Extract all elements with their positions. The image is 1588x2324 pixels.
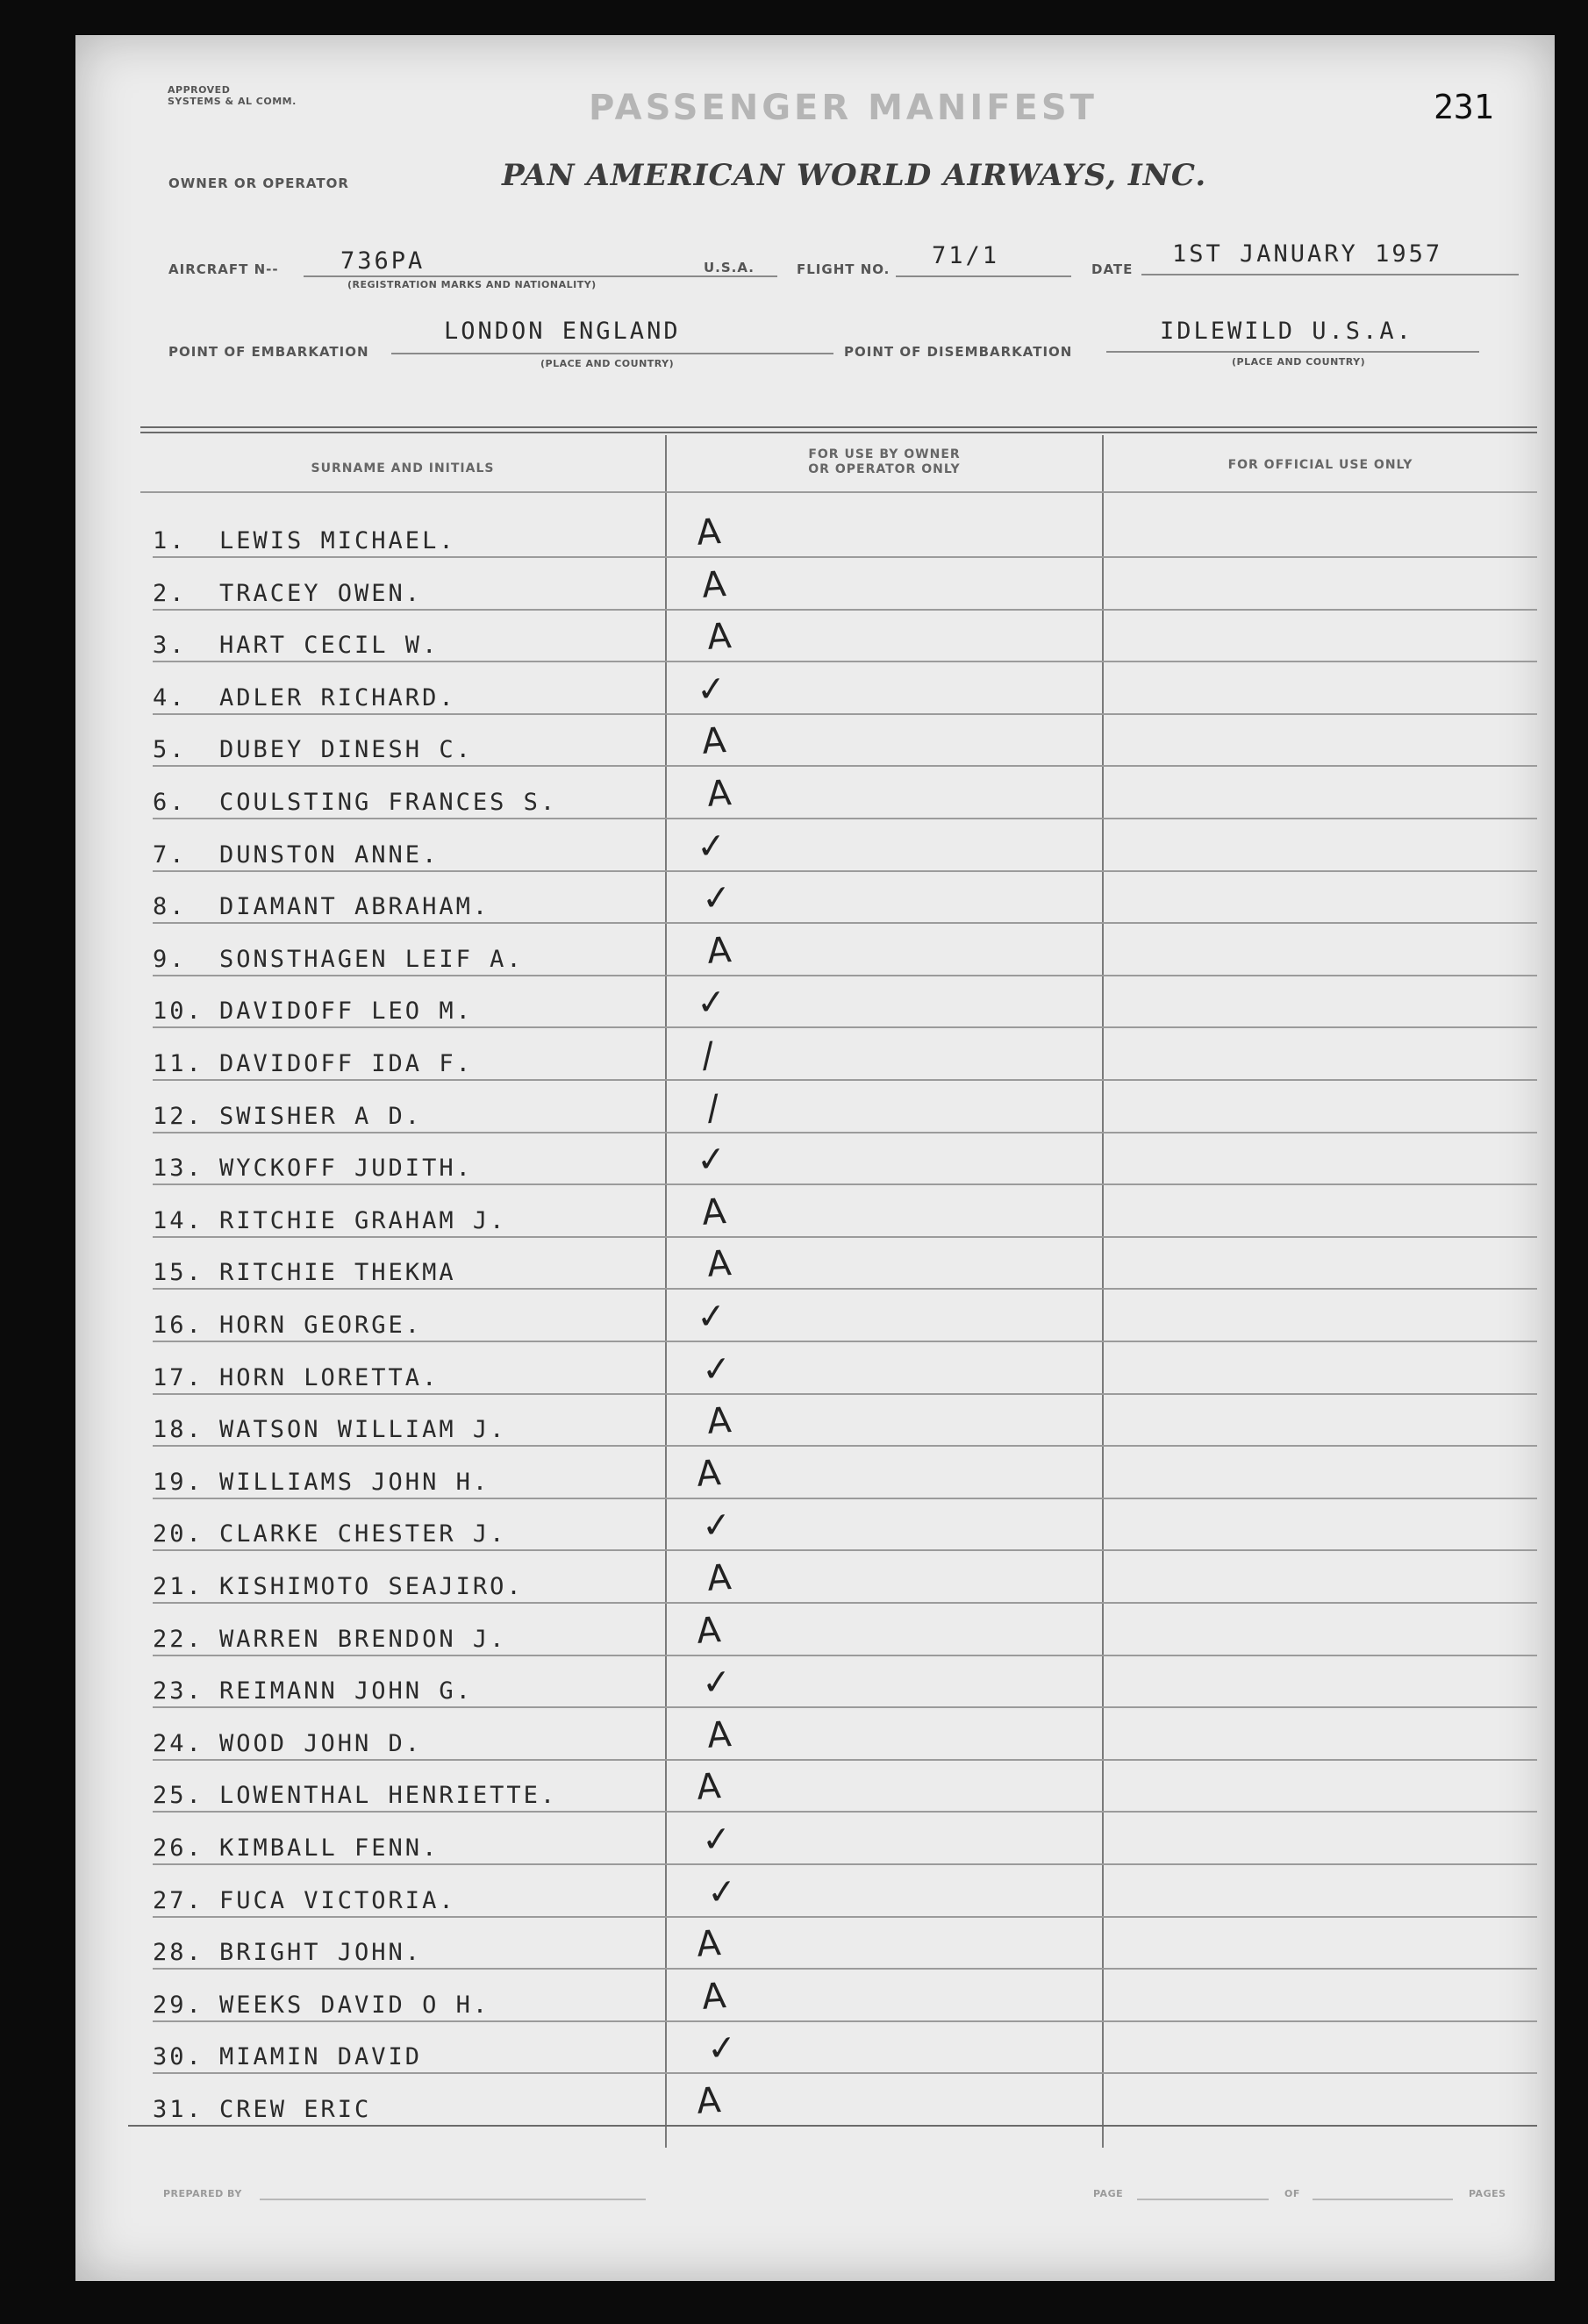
passenger-name: REIMANN JOHN G. — [219, 1677, 473, 1705]
passenger-row — [153, 1398, 1556, 1450]
row-rule — [153, 1445, 1537, 1447]
check-mark: ✓ — [700, 877, 733, 920]
passenger-number: 25. — [153, 1782, 204, 1810]
row-rule — [153, 1498, 1537, 1499]
passenger-name: SWISHER A D. — [219, 1102, 423, 1130]
passenger-entry — [153, 1887, 456, 1914]
row-rule — [153, 1655, 1537, 1656]
passenger-number: 11. — [153, 1050, 204, 1077]
passenger-row — [153, 1084, 1556, 1137]
check-mark: A — [705, 773, 733, 815]
passenger-number: 5. — [153, 736, 187, 764]
passenger-number: 28. — [153, 1939, 204, 1967]
passenger-name: WYCKOFF JUDITH. — [219, 1155, 473, 1183]
check-mark: A — [700, 720, 727, 763]
passenger-entry — [153, 789, 557, 816]
passenger-name: DAVIDOFF LEO M. — [219, 998, 473, 1026]
passenger-entry — [153, 1416, 506, 1443]
passenger-entry — [153, 1939, 422, 1966]
check-mark: A — [695, 1766, 722, 1809]
page-label: PAGE — [1093, 2188, 1124, 2199]
passenger-number: 21. — [153, 1573, 204, 1600]
passenger-number: 13. — [153, 1155, 204, 1183]
passenger-number: 3. — [153, 632, 187, 660]
row-rule — [153, 1968, 1537, 1970]
check-mark: A — [695, 1452, 722, 1495]
passenger-row — [153, 561, 1556, 614]
row-rule — [153, 1079, 1537, 1081]
passenger-row — [153, 509, 1556, 561]
check-mark: A — [700, 1975, 727, 2018]
passenger-entry — [153, 1155, 473, 1182]
passenger-name: TRACEY OWEN. — [219, 579, 423, 607]
passenger-entry — [153, 1730, 422, 1757]
table-top-rule-2 — [140, 432, 1537, 433]
passenger-entry — [153, 580, 422, 607]
passenger-row — [153, 2025, 1556, 2077]
passenger-name: FUCA VICTORIA. — [219, 1886, 456, 1914]
check-mark: A — [695, 511, 722, 554]
passenger-entry — [153, 1991, 490, 2019]
check-mark: ✓ — [695, 825, 728, 868]
passenger-number: 1. — [153, 527, 187, 554]
row-rule — [153, 818, 1537, 819]
row-rule — [153, 1026, 1537, 1028]
passenger-row — [153, 1346, 1556, 1398]
row-rule — [153, 922, 1537, 924]
row-rule — [153, 1706, 1537, 1708]
check-mark: ✓ — [700, 1348, 733, 1391]
passenger-name: CLARKE CHESTER J. — [219, 1520, 507, 1548]
passenger-entry — [153, 2096, 371, 2123]
page-line — [1137, 2199, 1269, 2200]
passenger-row — [153, 1293, 1556, 1346]
passenger-row — [153, 1032, 1556, 1084]
passenger-name: DUBEY DINESH C. — [219, 736, 473, 764]
passenger-entry — [153, 527, 456, 554]
passenger-number: 22. — [153, 1625, 204, 1653]
row-rule — [153, 661, 1537, 662]
passenger-number: 2. — [153, 579, 187, 607]
passenger-name: KISHIMOTO SEAJIRO. — [219, 1573, 524, 1600]
passenger-row — [153, 927, 1556, 980]
passenger-row — [153, 666, 1556, 719]
disembarkation-underline — [1106, 351, 1479, 353]
passenger-number: 14. — [153, 1206, 204, 1234]
passenger-entry — [153, 1834, 439, 1862]
passenger-row — [153, 1136, 1556, 1189]
passenger-row — [153, 1607, 1556, 1660]
passenger-row — [153, 1869, 1556, 1921]
passenger-name: MIAMIN DAVID — [219, 2043, 423, 2071]
passenger-name: COULSTING FRANCES S. — [219, 789, 558, 816]
passenger-row — [153, 1920, 1556, 1973]
owner-label: OWNER OR OPERATOR — [168, 175, 349, 191]
check-mark: A — [695, 2080, 722, 2122]
check-mark: A — [705, 1557, 733, 1599]
row-rule — [153, 765, 1537, 767]
row-rule — [153, 1811, 1537, 1813]
row-rule — [153, 870, 1537, 872]
passenger-entry — [153, 684, 456, 712]
embarkation-place-note: (PLACE AND COUNTRY) — [540, 358, 675, 369]
operator-name: PAN AMERICAN WORLD AIRWAYS, INC. — [502, 158, 1207, 193]
passenger-entry — [153, 1677, 473, 1705]
check-mark: ✓ — [700, 1662, 733, 1705]
passenger-entry — [153, 1573, 524, 1600]
disembarkation-value: IDLEWILD U.S.A. — [1160, 318, 1413, 345]
passenger-name: DIAMANT ABRAHAM. — [219, 893, 490, 921]
check-mark: A — [700, 1191, 727, 1234]
passenger-row — [153, 718, 1556, 770]
passenger-number: 9. — [153, 945, 187, 973]
check-mark: / — [700, 1034, 716, 1076]
passenger-name: DUNSTON ANNE. — [219, 840, 440, 869]
approval-stamp — [168, 84, 297, 107]
passenger-row — [153, 1712, 1556, 1764]
passenger-number: 18. — [153, 1416, 204, 1444]
column-header-owner-use — [667, 447, 1102, 477]
passenger-number: 29. — [153, 1991, 204, 2019]
page-number: 231 — [1434, 88, 1494, 126]
passenger-name: DAVIDOFF IDA F. — [219, 1050, 473, 1077]
check-mark: ✓ — [705, 1870, 739, 1913]
row-rule — [153, 975, 1537, 976]
of-line — [1313, 2199, 1453, 2200]
passenger-row — [153, 770, 1556, 823]
passenger-name: HORN LORETTA. — [219, 1363, 440, 1391]
row-rule — [153, 1393, 1537, 1395]
passenger-row — [153, 1659, 1556, 1712]
row-rule — [153, 556, 1537, 558]
check-mark: A — [705, 1713, 733, 1756]
passenger-number: 26. — [153, 1834, 204, 1862]
passenger-number: 15. — [153, 1259, 204, 1287]
check-mark: A — [705, 1243, 733, 1286]
passenger-name: RITCHIE GRAHAM J. — [219, 1206, 507, 1234]
passenger-name: HORN GEORGE. — [219, 1312, 423, 1339]
passenger-entry — [153, 893, 490, 920]
passenger-name: WARREN BRENDON J. — [219, 1625, 507, 1653]
check-mark: A — [705, 616, 733, 659]
passenger-number: 6. — [153, 789, 187, 816]
passenger-name: WILLIAMS JOHN H. — [219, 1468, 490, 1496]
passenger-entry — [153, 841, 439, 869]
passenger-name: LOWENTHAL HENRIETTE. — [219, 1782, 558, 1810]
passenger-number: 10. — [153, 998, 204, 1026]
row-rule — [153, 1236, 1537, 1238]
check-mark: A — [705, 1400, 733, 1443]
flight-underline — [896, 275, 1071, 277]
passenger-number: 4. — [153, 683, 187, 712]
row-rule — [153, 1132, 1537, 1133]
row-rule — [153, 2072, 1537, 2074]
row-rule — [153, 1549, 1537, 1551]
row-rule — [153, 1341, 1537, 1342]
passenger-number: 16. — [153, 1312, 204, 1339]
usa-label: U.S.A. — [704, 260, 755, 275]
passenger-row — [153, 1555, 1556, 1607]
check-mark: A — [700, 563, 727, 606]
column-header-surname: SURNAME AND INITIALS — [311, 461, 495, 476]
table-bottom-rule — [128, 2125, 1537, 2127]
passenger-row — [153, 1189, 1556, 1241]
embarkation-value: LONDON ENGLAND — [444, 318, 681, 345]
passenger-entry — [153, 1782, 557, 1809]
passenger-name: CREW ERIC — [219, 2096, 372, 2123]
passenger-entry — [153, 1520, 506, 1548]
passenger-entry — [153, 736, 473, 763]
disembarkation-place-note: (PLACE AND COUNTRY) — [1232, 356, 1366, 368]
passenger-entry — [153, 1469, 490, 1496]
passenger-entry — [153, 946, 524, 973]
passenger-name: WOOD JOHN D. — [219, 1729, 423, 1757]
passenger-name: LEWIS MICHAEL. — [219, 527, 456, 554]
flight-value: 71/1 — [932, 242, 1000, 269]
passenger-name: KIMBALL FENN. — [219, 1834, 440, 1862]
passenger-name: BRIGHT JOHN. — [219, 1939, 423, 1967]
date-value: 1ST JANUARY 1957 — [1172, 240, 1443, 268]
table-top-rule-1 — [140, 426, 1537, 428]
column-header-owner-use-line-2: OR OPERATOR ONLY — [808, 462, 961, 476]
passenger-name: ADLER RICHARD. — [219, 683, 456, 712]
check-mark: / — [705, 1087, 721, 1129]
date-underline — [1141, 274, 1519, 275]
embarkation-label: POINT OF EMBARKATION — [168, 344, 369, 360]
passenger-name: RITCHIE THEKMA — [219, 1259, 456, 1287]
approval-stamp-line-2: SYSTEMS & AL COMM. — [168, 96, 297, 107]
row-rule — [153, 609, 1537, 611]
check-mark: ✓ — [700, 1505, 733, 1548]
check-mark: ✓ — [695, 668, 728, 711]
passenger-row — [153, 1241, 1556, 1293]
passenger-row — [153, 2077, 1556, 2130]
passenger-row — [153, 613, 1556, 666]
approval-stamp-line-1: APPROVED — [168, 84, 231, 96]
passenger-entry — [153, 1312, 422, 1339]
row-rule — [153, 1759, 1537, 1761]
manifest-sheet — [75, 35, 1555, 2281]
disembarkation-label: POINT OF DISEMBARKATION — [844, 344, 1073, 360]
passenger-number: 7. — [153, 840, 187, 869]
check-mark: A — [695, 1609, 722, 1652]
passenger-number: 8. — [153, 893, 187, 921]
row-rule — [153, 1183, 1537, 1185]
passenger-number: 12. — [153, 1102, 204, 1130]
passenger-number: 23. — [153, 1677, 204, 1705]
passenger-name: HART CECIL W. — [219, 632, 440, 660]
aircraft-label: AIRCRAFT N-- — [168, 261, 279, 277]
prepared-by-line — [260, 2199, 646, 2200]
row-rule — [153, 2020, 1537, 2022]
check-mark: A — [695, 1923, 722, 1966]
passenger-number: 30. — [153, 2043, 204, 2071]
row-rule — [153, 713, 1537, 715]
passenger-row — [153, 875, 1556, 927]
header-bottom-rule — [140, 491, 1537, 493]
flight-label: FLIGHT NO. — [797, 261, 891, 277]
passenger-number: 17. — [153, 1363, 204, 1391]
form-title: PASSENGER MANIFEST — [589, 88, 1098, 128]
prepared-by-label: PREPARED BY — [163, 2188, 242, 2199]
row-rule — [153, 1863, 1537, 1865]
passenger-entry — [153, 1259, 456, 1286]
passenger-entry — [153, 1103, 422, 1130]
passenger-row — [153, 1816, 1556, 1869]
column-header-official-use: FOR OFFICIAL USE ONLY — [1227, 458, 1413, 472]
of-label: OF — [1284, 2188, 1300, 2199]
check-mark: ✓ — [700, 1818, 733, 1862]
passenger-row — [153, 823, 1556, 876]
passenger-number: 20. — [153, 1520, 204, 1548]
check-mark: ✓ — [705, 2027, 739, 2070]
passenger-entry — [153, 1626, 506, 1653]
passenger-number: 31. — [153, 2096, 204, 2123]
row-rule — [153, 1602, 1537, 1604]
passenger-entry — [153, 1364, 439, 1391]
passenger-entry — [153, 2043, 422, 2070]
check-mark: ✓ — [695, 1295, 728, 1339]
aircraft-underline — [304, 275, 777, 277]
passenger-entry — [153, 1050, 473, 1077]
passenger-row — [153, 1763, 1556, 1816]
passenger-row — [153, 1973, 1556, 2026]
column-header-owner-use-line-1: FOR USE BY OWNER — [808, 447, 961, 461]
pages-label: PAGES — [1469, 2188, 1506, 2199]
date-label: DATE — [1091, 261, 1134, 277]
row-rule — [153, 1916, 1537, 1918]
passenger-row — [153, 1502, 1556, 1555]
check-mark: A — [705, 929, 733, 972]
passenger-entry — [153, 998, 473, 1025]
passenger-number: 19. — [153, 1468, 204, 1496]
passenger-entry — [153, 632, 439, 659]
passenger-row — [153, 1450, 1556, 1503]
check-mark: ✓ — [695, 982, 728, 1025]
passenger-number: 27. — [153, 1886, 204, 1914]
passenger-number: 24. — [153, 1729, 204, 1757]
check-mark: ✓ — [695, 1139, 728, 1182]
passenger-name: SONSTHAGEN LEIF A. — [219, 945, 524, 973]
embarkation-underline — [391, 353, 833, 354]
aircraft-value: 736PA — [340, 247, 426, 275]
passenger-entry — [153, 1207, 506, 1234]
passenger-name: WEEKS DAVID O H. — [219, 1991, 490, 2019]
passenger-row — [153, 979, 1556, 1032]
passenger-name: WATSON WILLIAM J. — [219, 1416, 507, 1444]
row-rule — [153, 1288, 1537, 1290]
registration-note: (REGISTRATION MARKS AND NATIONALITY) — [347, 279, 597, 290]
